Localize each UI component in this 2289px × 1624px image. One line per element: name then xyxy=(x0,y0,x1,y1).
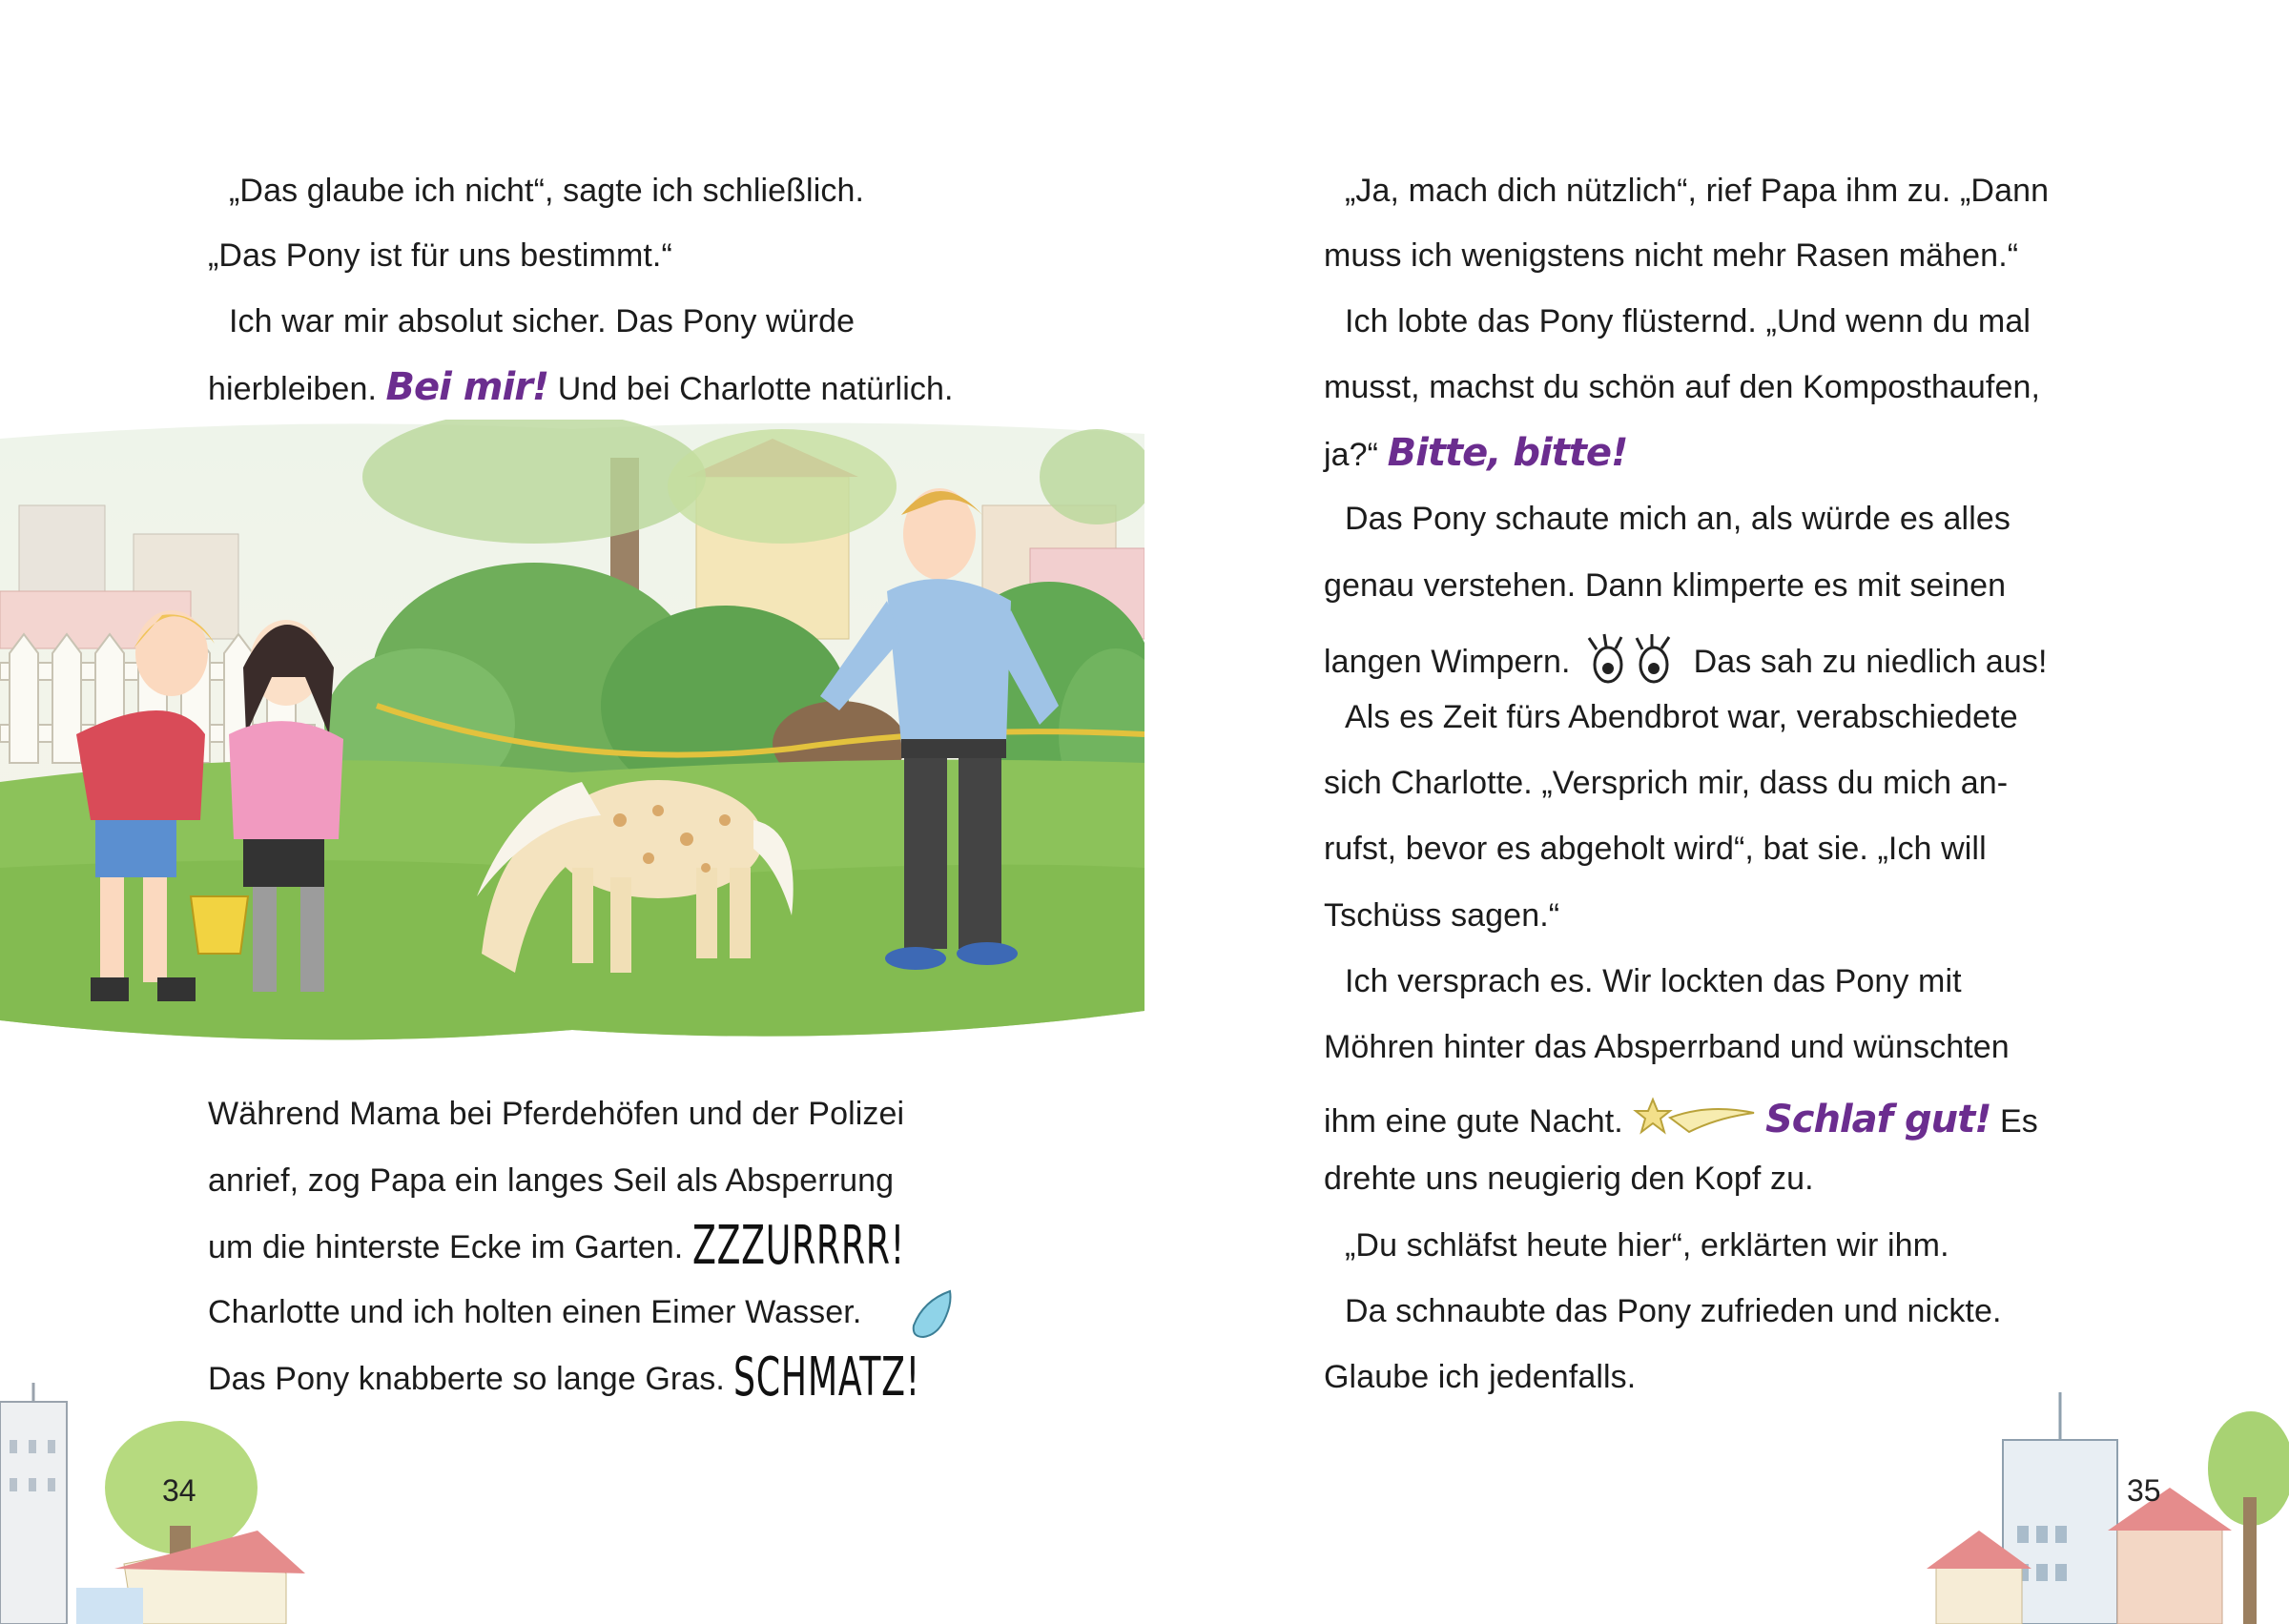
exclamation-bei-mir: Bei mir! xyxy=(385,365,549,409)
text-line: Da schnaubte das Pony zufrieden und nickte. xyxy=(1345,1293,2002,1329)
text-fragment: um die hinterste Ecke im Garten. xyxy=(208,1229,684,1265)
text-line: Ich versprach es. Wir lockten das Pony mit xyxy=(1345,963,1962,999)
text-line: „Das Pony ist für uns bestimmt.“ xyxy=(208,237,672,274)
page-number: 35 xyxy=(2127,1473,2161,1508)
text-line: sich Charlotte. „Versprich mir, dass du mich an- xyxy=(1324,765,2009,801)
text-line: Als es Zeit fürs Abendbrot war, verabschiedete xyxy=(1345,699,2018,735)
text-fragment: hierbleiben. xyxy=(208,371,377,407)
text-line: Charlotte und ich holten einen Eimer Wasser. xyxy=(208,1294,862,1330)
text-line xyxy=(1324,431,1628,475)
text-line xyxy=(208,365,954,409)
text-line: drehte uns neugierig den Kopf zu. xyxy=(1324,1161,1814,1197)
text-line: Das Pony schaute mich an, als würde es alles xyxy=(1345,501,2011,537)
text-fragment: Das Pony knabberte so lange Gras. xyxy=(208,1361,725,1397)
text-line: genau verstehen. Dann klimperte es mit seinen xyxy=(1324,567,2007,604)
text-line: anrief, zog Papa ein langes Seil als Absperrung xyxy=(208,1162,895,1199)
water-drop-icon xyxy=(904,1287,958,1341)
sound-zzzurrrr: ZZZURRRR! xyxy=(691,1215,905,1277)
text-line: Während Mama bei Pferdehöfen und der Polizei xyxy=(208,1096,905,1132)
text-line: „Ja, mach dich nützlich“, rief Papa ihm zu. „Dann xyxy=(1345,173,2050,209)
text-line: „Du schläfst heute hier“, erklärten wir ihm. xyxy=(1345,1227,1949,1264)
text-fragment: ja?“ xyxy=(1324,437,1379,473)
text-fragment: langen Wimpern. xyxy=(1324,644,1571,680)
text-line: „Das glaube ich nicht“, sagte ich schließlich. xyxy=(229,173,865,209)
text-line: Ich war mir absolut sicher. Das Pony würde xyxy=(229,303,856,339)
text-line: Ich lobte das Pony flüsternd. „Und wenn du mal xyxy=(1345,303,2031,339)
text-line: musst, machst du schön auf den Komposthaufen, xyxy=(1324,369,2041,405)
text-line: Tschüss sagen.“ xyxy=(1324,897,1560,934)
text-line xyxy=(1324,632,2048,686)
exclamation-schlaf-gut: Schlaf gut! xyxy=(1764,1098,1991,1141)
text-line: muss ich wenigstens nicht mehr Rasen mähen.“ xyxy=(1324,237,2019,274)
text-fragment: Es xyxy=(1999,1103,2038,1140)
text-fragment: ihm eine gute Nacht. xyxy=(1324,1103,1623,1140)
left-page xyxy=(0,0,1144,1624)
sound-schmatz: SCHMATZ! xyxy=(733,1346,921,1408)
text-fragment: Das sah zu niedlich aus! xyxy=(1693,644,2048,680)
shooting-star-icon xyxy=(1632,1094,1756,1141)
exclamation-bitte-bitte: Bitte, bitte! xyxy=(1387,431,1628,475)
right-page xyxy=(1144,0,2289,1624)
text-line xyxy=(1324,1094,2038,1141)
text-line: rufst, bevor es abgeholt wird“, bat sie. „Ich will xyxy=(1324,831,1987,867)
text-fragment: Und bei Charlotte natürlich. xyxy=(557,371,954,407)
text-line: Möhren hinter das Absperrband und wünschten xyxy=(1324,1029,2010,1065)
text-line xyxy=(208,1215,987,1277)
text-line: Glaube ich jedenfalls. xyxy=(1324,1359,1637,1395)
town-corner-illustration xyxy=(1917,1383,2289,1624)
eyelashes-icon xyxy=(1579,632,1684,686)
garden-illustration xyxy=(0,420,1144,1068)
page-number: 34 xyxy=(162,1473,196,1508)
